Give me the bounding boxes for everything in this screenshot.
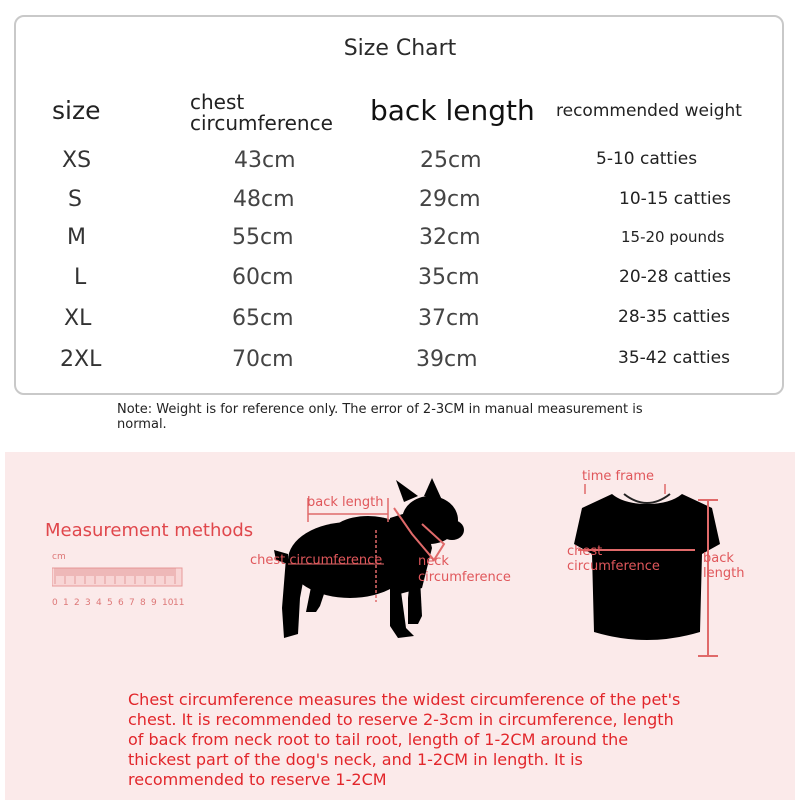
cell-back: 39cm xyxy=(416,347,478,372)
cell-size: S xyxy=(68,187,82,212)
cell-back: 25cm xyxy=(420,148,482,173)
cell-back: 29cm xyxy=(419,187,481,212)
ruler-number: 6 xyxy=(118,598,124,608)
ruler-icon xyxy=(52,554,184,612)
dog-label-neck: neck circumference xyxy=(418,554,511,585)
ruler-number: 8 xyxy=(140,598,146,608)
cell-chest: 55cm xyxy=(232,225,294,250)
header-size: size xyxy=(52,96,101,125)
cell-back: 37cm xyxy=(418,306,480,331)
cell-weight: 5-10 catties xyxy=(596,149,698,169)
cell-back: 35cm xyxy=(418,265,480,290)
shirt-label-chest: chest circumference xyxy=(567,544,660,574)
ruler-number: 11 xyxy=(173,598,185,608)
dog-label-chest: chest circumference xyxy=(250,553,383,568)
shirt-label-time-frame: time frame xyxy=(582,469,655,484)
cell-back: 32cm xyxy=(419,225,481,250)
ruler-number: 5 xyxy=(107,598,113,608)
cell-chest: 48cm xyxy=(233,187,295,212)
cell-chest: 43cm xyxy=(234,148,296,173)
measurement-methods-title: Measurement methods xyxy=(45,520,254,541)
cell-size: L xyxy=(74,265,87,290)
shirt-label-back: back length xyxy=(703,551,745,581)
cell-size: XL xyxy=(64,306,92,331)
cell-chest: 65cm xyxy=(232,306,294,331)
cell-weight: 15-20 pounds xyxy=(621,228,725,246)
weight-note: Note: Weight is for reference only. The error of 2-3CM in manual measurement is normal. xyxy=(117,402,643,432)
cell-size: 2XL xyxy=(60,347,102,372)
cell-chest: 70cm xyxy=(232,347,294,372)
header-recommended-weight: recommended weight xyxy=(556,101,742,121)
size-chart-title: Size Chart xyxy=(343,36,457,61)
cell-weight: 35-42 catties xyxy=(618,348,730,368)
cell-size: M xyxy=(67,225,86,250)
header-back-length: back length xyxy=(370,94,535,127)
ruler-unit: cm xyxy=(52,552,66,562)
cell-chest: 60cm xyxy=(232,265,294,290)
cell-weight: 10-15 catties xyxy=(619,189,731,209)
ruler-number: 1 xyxy=(63,598,69,608)
ruler-number: 2 xyxy=(74,598,80,608)
header-chest-circumference: chest circumference xyxy=(190,90,333,135)
dog-label-back-length: back length xyxy=(307,495,384,510)
ruler-number: 4 xyxy=(96,598,102,608)
ruler-number: 10 xyxy=(162,598,174,608)
cell-weight: 28-35 catties xyxy=(618,307,730,327)
ruler-number: 3 xyxy=(85,598,91,608)
cell-weight: 20-28 catties xyxy=(619,267,731,287)
cell-size: XS xyxy=(62,148,92,173)
ruler-number: 7 xyxy=(129,598,135,608)
ruler-number: 0 xyxy=(52,598,58,608)
measurement-description: Chest circumference measures the widest circumference of the pet's chest. It is recommended to reserve 2-3cm in circumference, length of back from neck root to tail root, length of 1-2CM around the thickest part of the dog's neck, and 1-2CM in length. It is recommended to reserve 1-2CM xyxy=(128,690,681,789)
ruler-number: 9 xyxy=(151,598,157,608)
